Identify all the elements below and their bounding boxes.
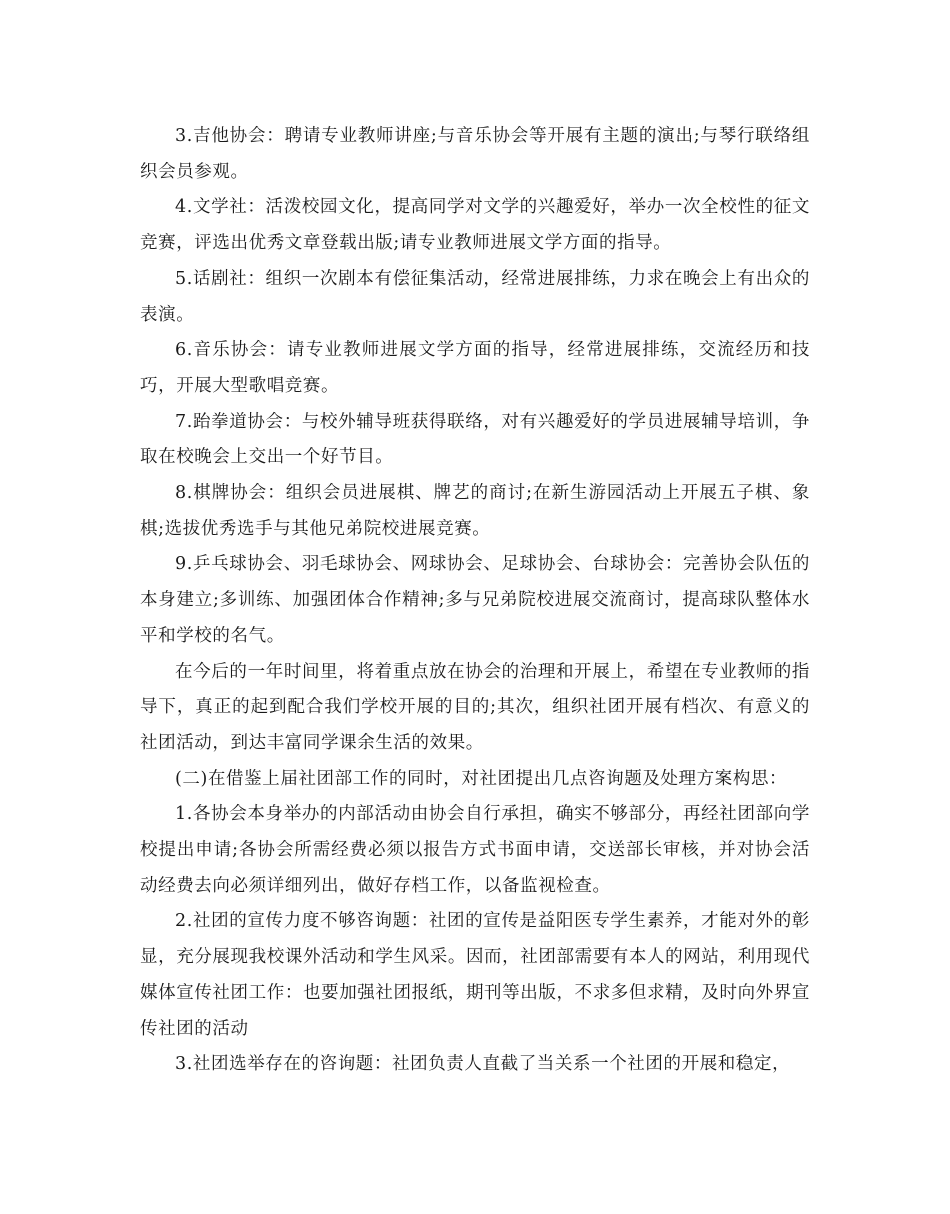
paragraph-chess-association: 8.棋牌协会：组织会员进展棋、牌艺的商讨;在新生游园活动上开展五子棋、象棋;选拔优秀选手与其他兄弟院校进展竞赛。: [140, 483, 810, 539]
paragraph-guitar-association: 3.吉他协会：聘请专业教师讲座;与音乐协会等开展有主题的演出;与琴行联络组织会员参观。: [140, 126, 810, 182]
paragraph-section-two-heading: (二)在借鉴上届社团部工作的同时，对社团提出几点咨询题及处理方案构思：: [175, 768, 788, 789]
paragraph-drama-club: 5.话剧社：组织一次剧本有偿征集活动，经常进展排练，力求在晚会上有出众的表演。: [140, 268, 810, 325]
paragraph-publicity-issue: 2.社团的宣传力度不够咨询题：社团的宣传是益阳医专学生素养，才能对外的彰显，充分展现我校课外活动和学生风采。因而，社团部需要有本人的网站，利用现代媒体宣传社团工作：也要加强社团报纸，期刊等出版，不求多但求精，及时向外界宣传社团的活动: [140, 911, 810, 1039]
paragraph-literature-club: 4.文学社：活泼校园文化，提高同学对文学的兴趣爱好，举办一次全校性的征文竞赛，评选出优秀文章登载出版;请专业教师进展文学方面的指导。: [140, 197, 810, 254]
paragraph-election-issue: 3.社团选举存在的咨询题：社团负责人直截了当关系一个社团的开展和稳定，: [175, 1054, 791, 1075]
paragraph-funding-issue: 1.各协会本身举办的内部活动由协会自行承担，确实不够部分，再经社团部向学校提出申请;各协会所需经费必须以报告方式书面申请，交送部长审核，并对协会活动经费去向必须详细列出，做好存档工作，以备监视检查。: [140, 804, 810, 896]
paragraph-yearly-plan: 在今后的一年时间里，将着重点放在协会的治理和开展上，希望在专业教师的指导下，真正的起到配合我们学校开展的目的;其次，组织社团开展有档次、有意义的社团活动，到达丰富同学课余生活的效果。: [140, 661, 810, 753]
paragraph-taekwondo-association: 7.跆拳道协会：与校外辅导班获得联络，对有兴趣爱好的学员进展辅导培训，争取在校晚会上交出一个好节目。: [140, 411, 810, 468]
paragraph-music-association: 6.音乐协会：请专业教师进展文学方面的指导，经常进展排练，交流经历和技巧，开展大型歌唱竞赛。: [140, 340, 810, 396]
paragraph-ball-sports-associations: 9.乒乓球协会、羽毛球协会、网球协会、足球协会、台球协会：完善协会队伍的本身建立;多训练、加强团体合作精神;多与兄弟院校进展交流商讨，提高球队整体水平和学校的名气。: [140, 554, 810, 646]
document-body: [140, 119, 810, 1083]
